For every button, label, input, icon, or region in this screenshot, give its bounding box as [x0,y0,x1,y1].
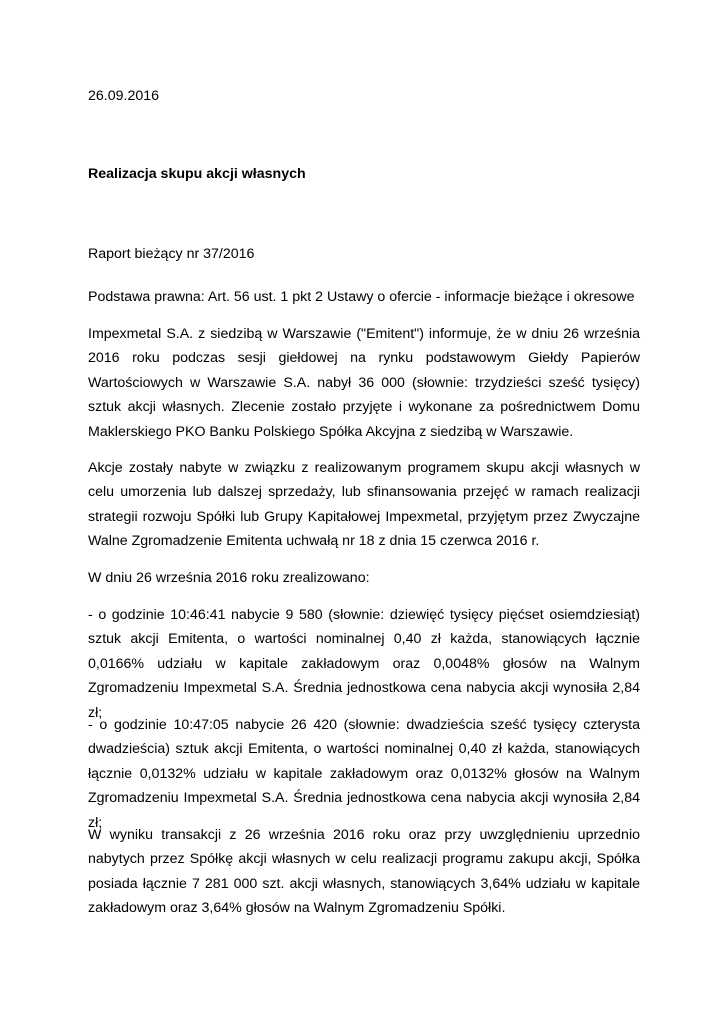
document-page [88,0,640,1024]
paragraph-summary: W wyniku transakcji z 26 września 2016 roku oraz przy uwzględnieniu uprzednio nabytych przez Spółkę akcji własnych w celu realizacji programu zakupu akcji, Spółka posiada łącznie 7 281 000 szt. akcji własnych, stanowiących 3,64% udziału w kapitale zakładowym oraz 3,64% głosów na Walnym Zgromadzeniu Spółki. [88,827,640,917]
list-item-transaction-1: - o godzinie 10:46:41 nabycie 9 580 (słownie: dziewięć tysięcy pięćset osiemdziesiąt) sztuk akcji Emitenta, o wartości nominalnej 0,40 zł każda, stanowiących łącznie 0,0166% udziału w kapitale zakładowym oraz 0,0048% głosów na Walnym Zgromadzeniu Impexmetal S.A. Średnia jednostkowa cena nabycia akcji wynosiła 2,84 zł; [88,607,640,721]
paragraph-realized-intro: W dniu 26 września 2016 roku zrealizowano: [88,570,370,586]
paragraph-program: Akcje zostały nabyte w związku z realizowanym programem skupu akcji własnych w celu umorzenia lub dalszej sprzedaży, lub sfinansowania przejęć w ramach realizacji strategii rozwoju Spółki lub Grupy Kapitałowej Impexmetal, przyjętym przez Zwyczajne Walne Zgromadzenie Emitenta uchwałą nr 18 z dnia 15 czerwca 2016 r. [88,460,640,550]
document-title: Realizacja skupu akcji własnych [88,166,306,182]
list-item-transaction-2: - o godzinie 10:47:05 nabycie 26 420 (słownie: dwadzieścia sześć tysięcy czterysta dwadzieścia) sztuk akcji Emitenta, o wartości nominalnej 0,40 zł każda, stanowiących łącznie 0,0132% udziału w kapitale zakładowym oraz 0,0132% głosów na Walnym Zgromadzeniu Impexmetal S.A. Średnia jednostkowa cena nabycia akcji wynosiła 2,84 zł; [88,717,640,831]
document-date: 26.09.2016 [88,88,160,104]
report-number: Raport bieżący nr 37/2016 [88,246,255,262]
paragraph-announcement: Impexmetal S.A. z siedzibą w Warszawie ("Emitent") informuje, że w dniu 26 września 2016 roku podczas sesji giełdowej na rynku podstawowym Giełdy Papierów Wartościowych w Warszawie S.A. nabył 36 000 (słownie: trzydzieści sześć tysięcy) sztuk akcji własnych. Zlecenie zostało przyjęte i wykonane za pośrednictwem Domu Maklerskiego PKO Banku Polskiego Spółka Akcyjna z siedzibą w Warszawie. [88,326,640,440]
legal-basis: Podstawa prawna: Art. 56 ust. 1 pkt 2 Ustawy o ofercie - informacje bieżące i okresowe [88,289,635,305]
